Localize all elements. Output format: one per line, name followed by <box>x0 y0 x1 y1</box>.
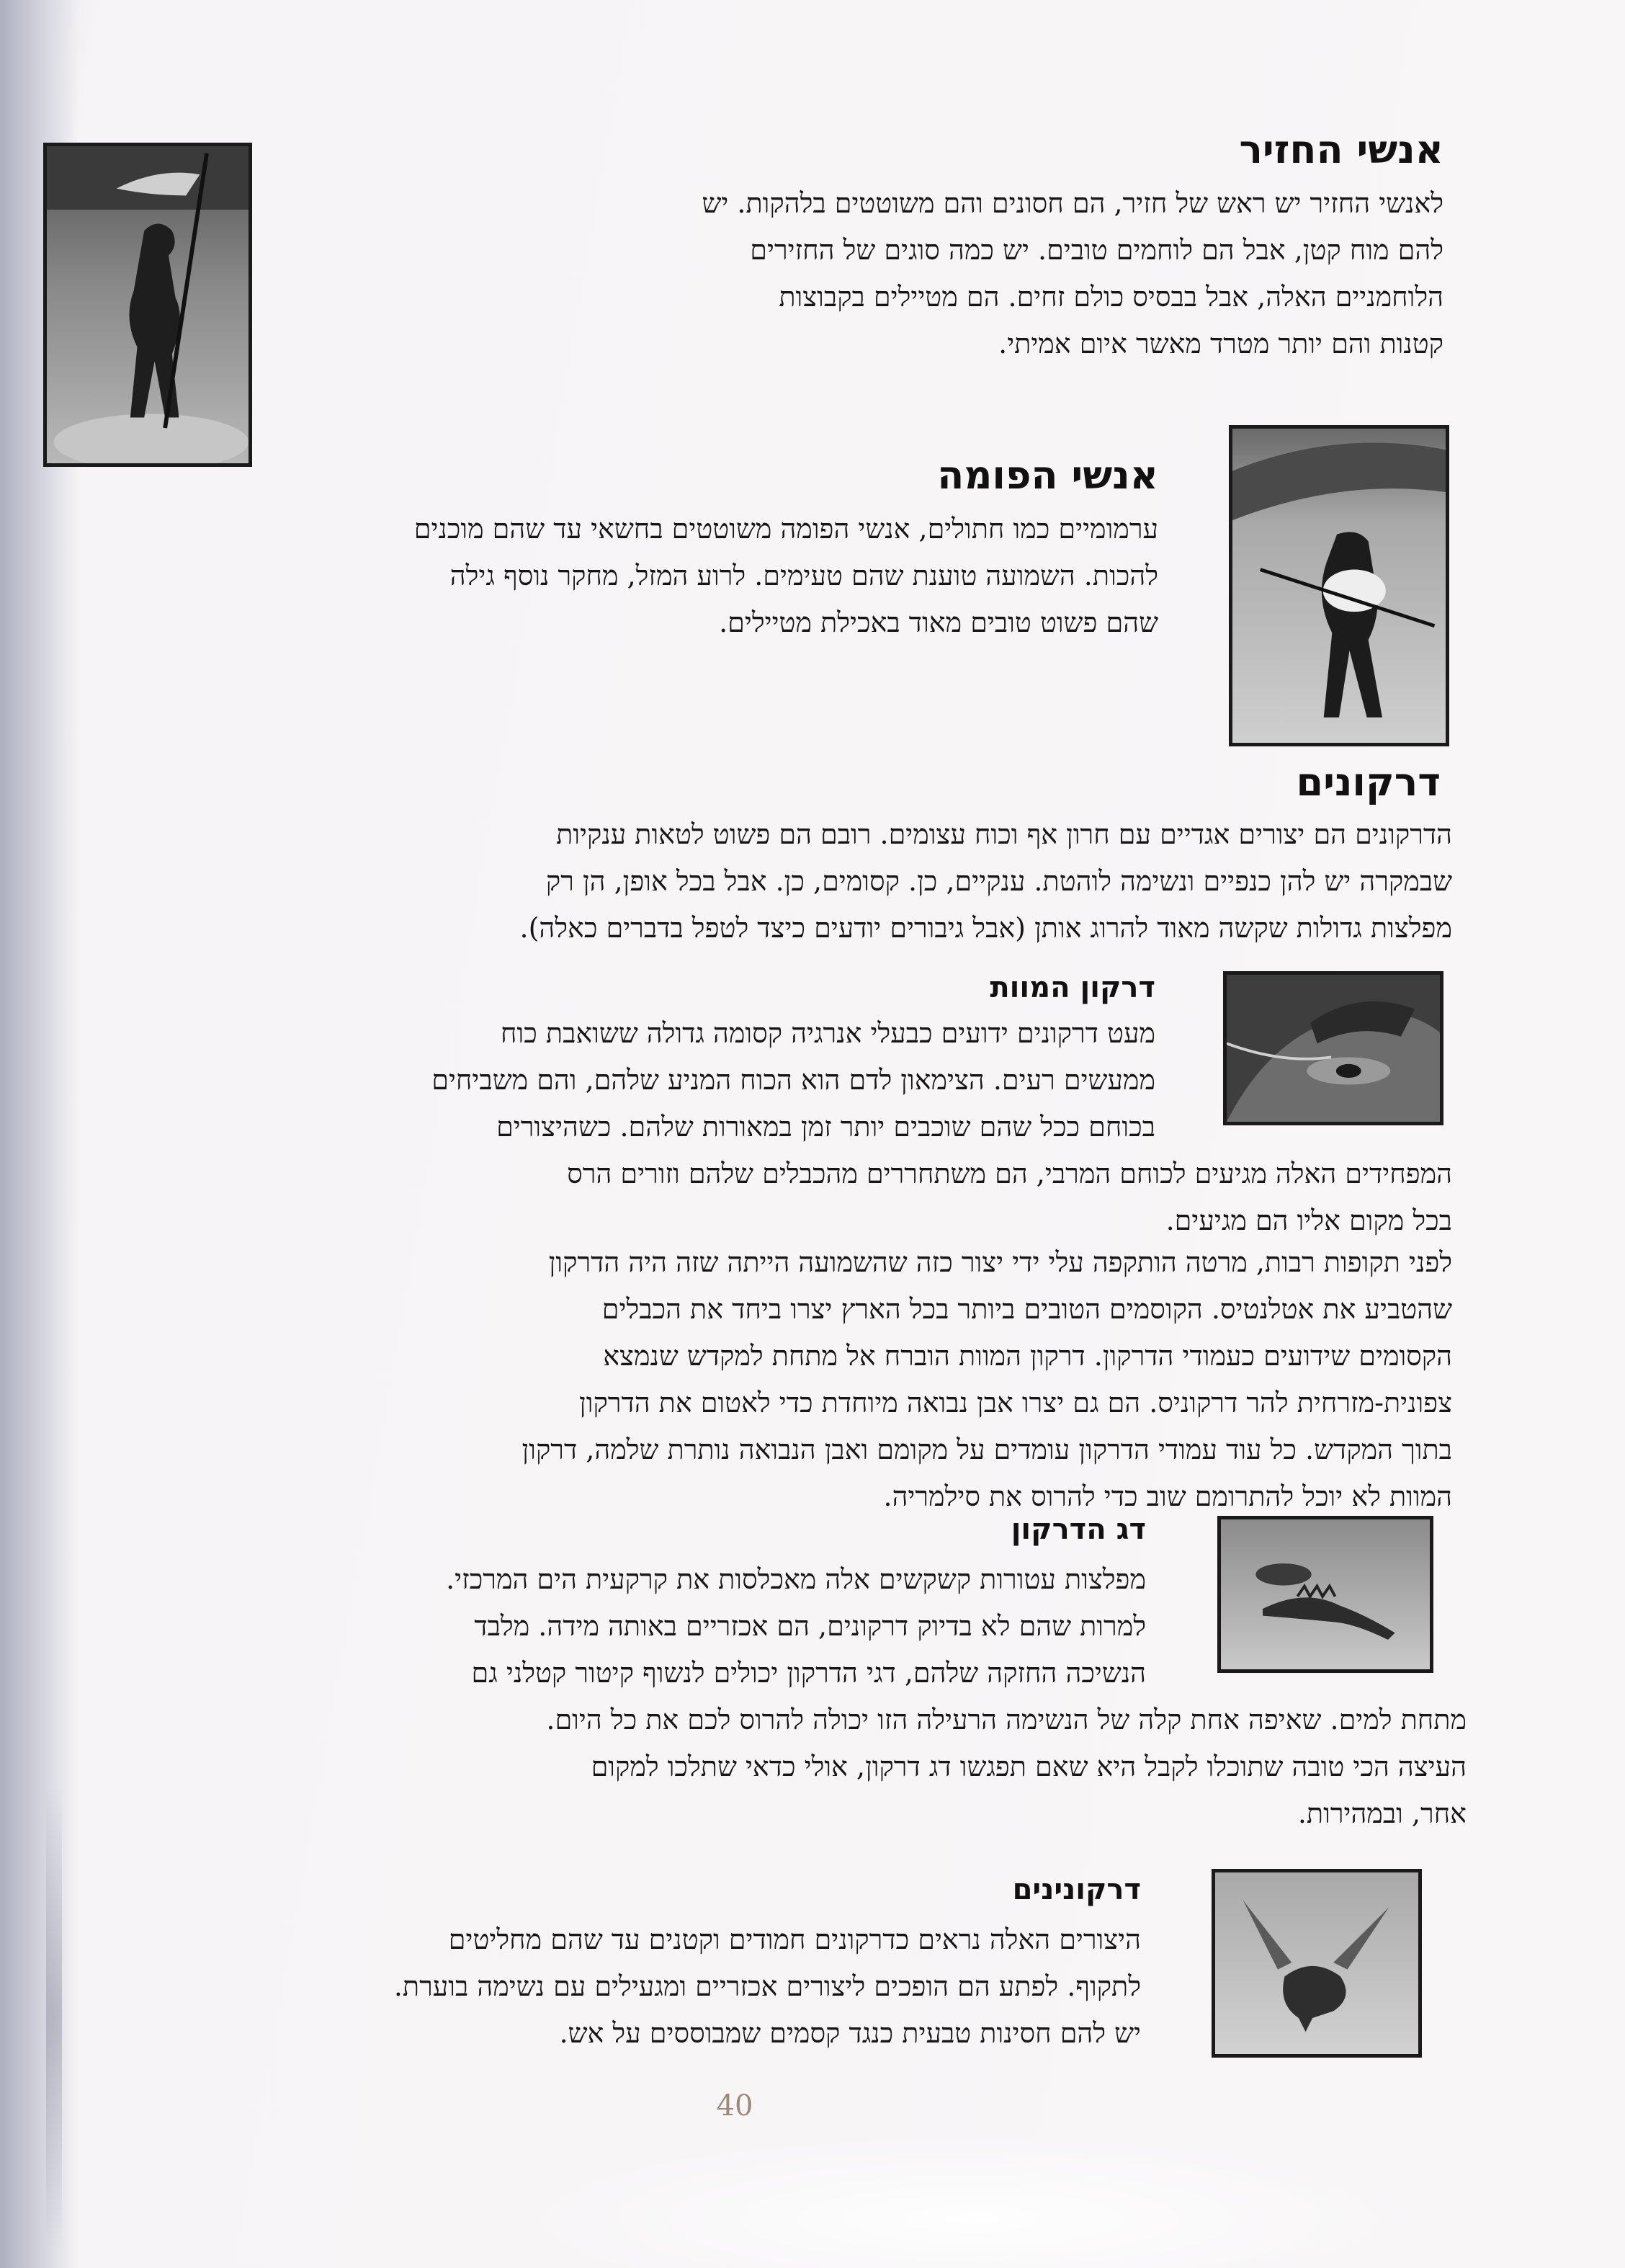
text-line: שהם פשוט טובים מאוד באכילת מטיילים. <box>719 607 1158 638</box>
text-line: הנשיכה החזקה שלהם, דגי הדרקון יכולים לנשוף קיטור קטלני גם <box>471 1657 1146 1689</box>
dragon-fish-text-wide <box>55 1697 1467 1837</box>
beak-man-photo <box>1229 425 1449 746</box>
death-dragon-title: דרקון המוות <box>990 971 1155 1004</box>
text-line: להכות. השמועה טוענת שהם טעימים. לרוע המזל, מחקר נוסף גילה <box>449 560 1158 591</box>
text-line: המוות לא יוכל להתרומם שוב כדי להרוס את סילמריה. <box>883 1481 1452 1512</box>
text-line: בתוך המקדש. כל עוד עמודי הדרקון עומדים על מקומם ואבן הנבואה נותרת שלמה, דרקון <box>521 1434 1452 1465</box>
page-number: 40 <box>716 2089 753 2122</box>
text-line: יש להם חסינות טבעית כנגד קסמים שמבוססים על אש. <box>559 2017 1141 2049</box>
dragon-fish-photo <box>1217 1516 1433 1673</box>
death-dragon-photo <box>1223 971 1443 1125</box>
text-line: העיצה הכי טובה שתוכלו לקבל היא שאם תפגשו דג דרקון, אולי כדאי שתלכו למקום <box>591 1751 1467 1782</box>
text-line: ממעשים רעים. הצימאון לדם הוא הכוח המניע שלהם, והם משביחים <box>431 1064 1155 1096</box>
text-line: מעט דרקונים ידועים כבעלי אנרגיה קסומה גדולה ששואבת כוח <box>501 1017 1155 1049</box>
text-line: קטנות והם יותר מטרד מאשר איום אמיתי. <box>998 328 1443 360</box>
light-glare <box>504 2133 1441 2268</box>
text-line: בכוחם ככל שהם שוכבים יותר זמן במאורות שלהם. כשהיצורים <box>496 1111 1155 1143</box>
dragons-text <box>55 811 1452 952</box>
text-line: המפחידים האלה מגיעים לכוחם המרבי, הם משתחררים מהכבלים שלהם וזורים הרס <box>567 1158 1452 1189</box>
text-line: למרות שהם לא בדיוק דרקונים, הם אכזריים באותה מידה. מלבד <box>474 1610 1146 1642</box>
text-line: שבמקרה יש להן כנפיים ונשימה לוהטת. ענקיים, כן. קסומים, כן. אבל בכל אופן, הן רק <box>545 865 1452 897</box>
text-line: להם מוח קטן, אבל הם לוחמים טובים. יש כמה סוגים של החזירים <box>750 234 1443 266</box>
pig-men-text <box>284 180 1443 367</box>
text-line: מפלצות עטורות קשקשים אלה מאכלסות את קרקעית הים המרכזי. <box>446 1563 1146 1595</box>
text-line: הלוחמניים האלה, אבל בבסיס כולם זחים. הם מטיילים בקבוצות <box>779 281 1443 313</box>
text-line: לתקוף. לפתע הם הופכים ליצורים אכזריים ומגעילים עם נשימה בוערת. <box>393 1970 1141 2002</box>
pig-man-photo <box>43 143 252 467</box>
text-line: ערמומיים כמו חתולים, אנשי הפומה משוטטים בחשאי עד שהם מוכנים <box>413 513 1158 545</box>
drakelings-text <box>24 1916 1141 2057</box>
text-line: צפונית-מזרחית להר דרקוניס. הם גם יצרו אבן נבואה מיוחדת כדי לאטום את הדרקון <box>579 1387 1452 1419</box>
death-dragon-text <box>46 1010 1155 1151</box>
text-line: הדרקונים הם יצורים אגדיים עם חרון אף וכוח עצומים. רובם הם פשוט לטאות ענקיות <box>556 818 1452 850</box>
text-line: היצורים האלה נראים כדרקונים חמודים וקטנים עד שהם מחליטים <box>448 1924 1141 1955</box>
dragons-title: דרקונים <box>1296 759 1441 805</box>
text-line: מפלצות גדולות שקשה מאוד להרוג אותן (אבל גיבורים יודעים כיצד לטפל בדברים כאלה). <box>519 912 1452 944</box>
death-dragon-paragraph-2 <box>55 1239 1452 1520</box>
text-line: בכל מקום אליו הם מגיעים. <box>1165 1205 1452 1236</box>
text-line: אחר, ובמהירות. <box>1297 1798 1467 1829</box>
drakelings-title: דרקונינים <box>1012 1873 1141 1906</box>
text-line: מתחת למים. שאיפה אחת קלה של הנשימה הרעילה הזו יכולה להרוס לכם את כל היום. <box>546 1704 1467 1736</box>
death-dragon-text-wide <box>55 1151 1452 1244</box>
text-line: לפני תקופות רבות, מרטה הותקפה עלי ידי יצור כזה שהשמועה הייתה שזה היה הדרקון <box>548 1246 1452 1278</box>
beak-men-text <box>20 506 1158 646</box>
text-line: שהטביע את אטלנטיס. הקוסמים הטובים ביותר בכל הארץ יצרו ביחד את הכבלים <box>601 1293 1452 1325</box>
pig-men-title: אנשי החזיר <box>1239 127 1443 172</box>
dragon-fish-title: דג הדרקון <box>1011 1513 1146 1546</box>
drakeling-photo <box>1212 1869 1422 2058</box>
dragon-fish-text <box>37 1556 1146 1697</box>
beak-men-title: אנשי הפומה <box>937 452 1158 498</box>
text-line: לאנשי החזיר יש ראש של חזיר, הם חסונים והם משוטטים בלהקות. יש <box>702 187 1443 219</box>
text-line: הקסומים שידועים כעמודי הדרקון. דרקון המוות הוברח אל מתחת למקדש שנמצא <box>603 1340 1452 1372</box>
